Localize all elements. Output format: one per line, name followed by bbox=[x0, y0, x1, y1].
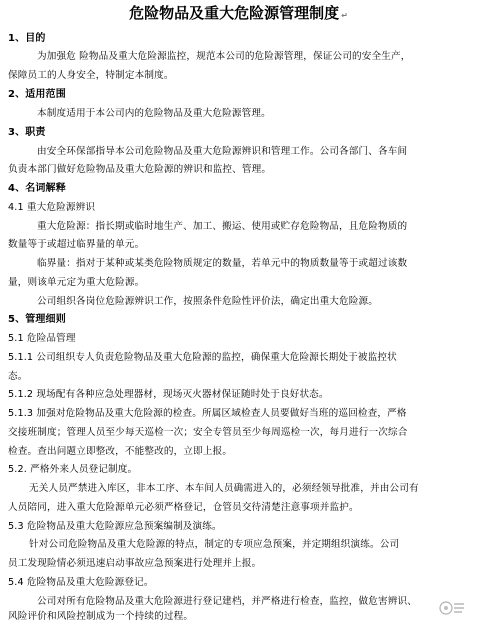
heading-scope: 2、适用范围 bbox=[8, 89, 66, 100]
watermark-logo-icon bbox=[437, 598, 467, 618]
body-line: 负责本部门做好危险物品及重大危险源的辨识和监控、管理。 bbox=[8, 164, 272, 175]
subheading: 5.3 危险物品及重大危险源应急预案编制及演练。 bbox=[8, 521, 222, 532]
heading-purpose: 1、目的 bbox=[8, 33, 46, 44]
subheading: 5.1 危险品管理 bbox=[8, 333, 76, 344]
body-line: 本制度适用于本公司内的危险物品及重大危险源管理。 bbox=[37, 108, 271, 119]
body-line: 无关人员严禁进入库区，非本工序、本车间人员确需进入的，必须经领导批准，并由公司有 bbox=[29, 483, 419, 494]
heading-duty: 3、职责 bbox=[8, 127, 46, 138]
body-line: 针对公司危险物品及重大危险源的特点，制定的专项应急预案，并定期组织演练。公司 bbox=[29, 539, 400, 550]
body-line: 重大危险源：指长期或临时地生产、加工、搬运、使用或贮存危险物品，且危险物质的 bbox=[37, 221, 408, 232]
document-title bbox=[0, 3, 477, 26]
subheading: 5.2. 严格外来人员登记制度。 bbox=[8, 464, 138, 475]
body-line: 公司组织各岗位危险源辨识工作，按照条件危险性评价法，确定出重大危险源。 bbox=[37, 296, 379, 307]
body-line: 交接班制度；管理人员至少每天巡检一次；安全专管员至少每周巡检一次，每月进行一次综合 bbox=[8, 427, 408, 438]
heading-definitions: 4、名词解释 bbox=[8, 183, 66, 194]
title-text: 危险物品及重大危险源管理制度 bbox=[129, 4, 340, 22]
body-line: 由安全环保部指导本公司危险物品及重大危险源辨识和管理工作。公司各部门、各车间 bbox=[37, 146, 408, 157]
body-line: 检查。查出问题立即整改，不能整改的，立即上报。 bbox=[8, 446, 233, 457]
subheading: 4.1 重大危险源辨识 bbox=[8, 202, 96, 213]
body-line: 为加强危 险物品及重大危险源监控，规范本公司的危险源管理，保证公司的安全生产， bbox=[37, 51, 411, 62]
body-line: 数量等于或超过临界量的单元。 bbox=[8, 239, 145, 250]
body-line: 人员陪同，进入重大危险源单元必须严格登记，仓管员交待清楚注意事项并监护。 bbox=[8, 502, 359, 513]
paragraph-mark: ↵ bbox=[341, 11, 348, 20]
body-line: 5.1.2 现场配有各种应急处理器材，现场灭火器材保证随时处于良好状态。 bbox=[8, 389, 329, 400]
body-line: 量，则该单元定为重大危险源。 bbox=[8, 277, 145, 288]
body-line: 态。 bbox=[8, 371, 28, 382]
body-line: 临界量：指对于某种或某类危险物质规定的数量，若单元中的物质数量等于或超过该数 bbox=[37, 258, 408, 269]
body-line: 5.1.1 公司组织专人负责危险物品及重大危险源的监控，确保重大危险源长期处于被监控状 bbox=[8, 352, 397, 363]
body-line: 保障员工的人身安全，特制定本制度。 bbox=[8, 70, 174, 81]
heading-rules: 5、管理细则 bbox=[8, 314, 66, 325]
subheading: 5.4 危险物品及重大危险源登记。 bbox=[8, 577, 154, 588]
body-line: 风险评价和风险控制成为一个持续的过程。 bbox=[8, 611, 194, 622]
body-line: 公司对所有危险物品及重大危险源进行登记建档，并严格进行检查，监控，做危害辨识、 bbox=[37, 596, 418, 607]
body-line: 5.1.3 加强对危险物品及重大危险源的检查。所属区域检查人员要做好当班的巡回检查，严格 bbox=[8, 408, 407, 419]
body-line: 员工发现险情必须迅速启动事故应急预案进行处理并上报。 bbox=[8, 558, 262, 569]
